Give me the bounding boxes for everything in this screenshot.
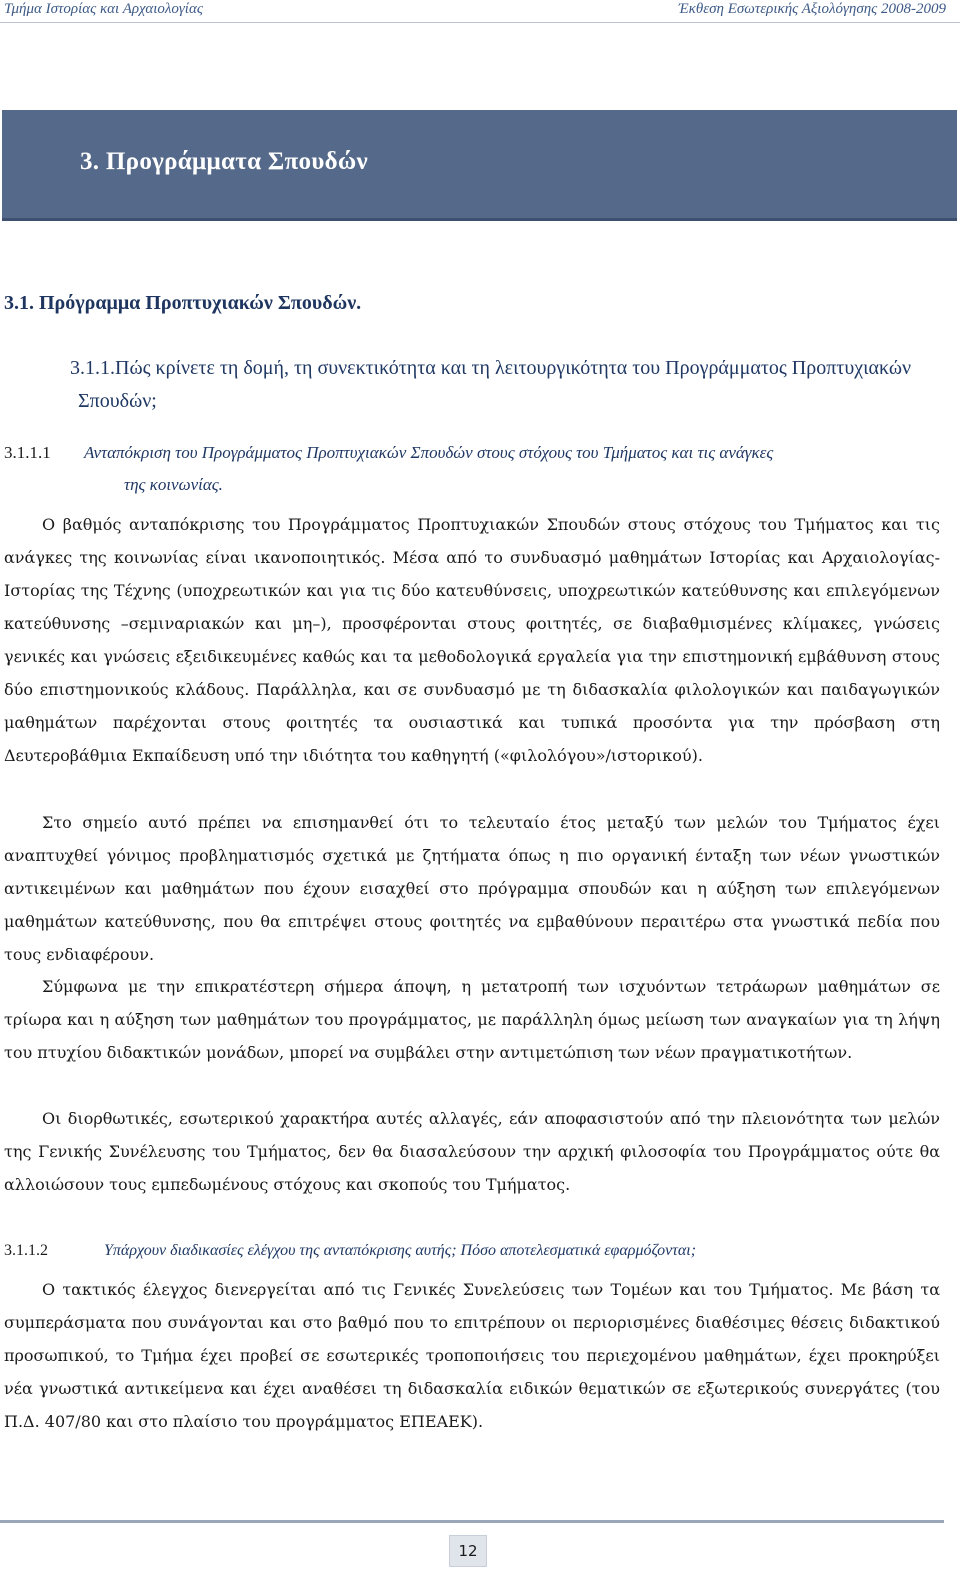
paragraph: Ο τακτικός έλεγχος διενεργείται από τις Γενικές Συνελεύσεις των Τομέων και του Τμήματος. Με βάση τα συμπεράσματα που συνάγονται και στο βαθμό που το επιτρέπουν οι περιορισμένες διαθέσιμες θέσεις διδακτικού προσωπικού, το Τμήμα έχει προβεί σε εσωτερικές τροποποιήσεις του περιεχομένου μαθημάτων, έχει προκηρύξει νέα γνωστικά αντικείμενα και έχει αναθέσει τη διδασκαλία ειδικών θεματικών σε εξωτερικούς συνεργάτες (του Π.Δ. 407/80 και στο πλαίσιο του προγράμματος ΕΠΕΑΕΚ). [4, 1280, 940, 1431]
paragraph: Ο βαθμός ανταπόκρισης του Προγράμματος Προπτυχιακών Σπουδών στους στόχους του Τμήματος και τις ανάγκες της κοινωνίας είναι ικανοποιητικός. Μέσα από το συνδυασμό μαθημάτων Ιστορίας και Αρχαιολογίας-Ιστορίας της Τέχνης (υποχρεωτικών και για τις δύο κατευθύνσεις, υποχρεωτικών κατεύθυνσης και επιλεγόμενων κατεύθυνσης –σεμιναριακών και μη–), προσφέρονται στους φοιτητές, σε διαβαθμισμένες κλίμακες, γνώσεις γενικές και γνώσεις εξειδικευμένες καθώς και τα μεθοδολογικά εργαλεία για την επιστημονική εμβάθυνση στους δύο επιστημονικούς κλάδους. Παράλληλα, και σε συνδυασμό με τη διδασκαλία φιλολογικών και παιδαγωγικών μαθημάτων παρέχονται στους φοιτητές τα ουσιαστικά και τυπικά προσόντα για την πρόσβαση στη Δευτεροβάθμια Εκπαίδευση υπό την ιδιότητα του καθηγητή («φιλολόγου»/ιστορικού). [4, 515, 940, 765]
paragraph: Οι διορθωτικές, εσωτερικού χαρακτήρα αυτές αλλαγές, εάν αποφασιστούν από την πλειονότητα των μελών της Γενικής Συνέλευσης του Τμήματος, δεν θα διασαλεύσουν την αρχική φιλοσοφία του Προγράμματος ούτε θα αλλοιώσουν τους εμπεδωμένους στόχους και σκοπούς του Τμήματος. [4, 1109, 940, 1194]
subsection-heading [70, 352, 948, 418]
header-divider [0, 22, 960, 23]
item1-title-line1: Ανταπόκριση του Προγράμματος Προπτυχιακών Σπουδών στους στόχους του Τμήματος και τις ανάγκες [84, 443, 774, 462]
paragraph: Σύμφωνα με την επικρατέστερη σήμερα άποψη, η μετατροπή των ισχυόντων τετράωρων μαθημάτων σε τρίωρα και η αύξηση των μαθημάτων του προγράμματος, με παράλληλη όμως μείωση των αναγκαίων για τη λήψη του πτυχίου διδακτικών μονάδων, μπορεί να συμβάλει στην αντιμετώπιση των νέων πραγματικοτήτων. [4, 977, 940, 1062]
item2-heading [4, 1235, 954, 1267]
header-department: Τμήμα Ιστορίας και Αρχαιολογίας [4, 1, 203, 17]
header-report-title: Έκθεση Εσωτερικής Αξιολόγησης 2008-2009 [678, 1, 946, 17]
page-number: 12 [449, 1535, 487, 1567]
page-header [0, 0, 960, 22]
item1-title-line2: της κοινωνίας. [124, 475, 223, 494]
item1-number: 3.1.1.1 [4, 443, 51, 462]
item2-title: Υπάρχουν διαδικασίες ελέγχου της ανταπόκρισης αυτής; Πόσο αποτελεσματικά εφαρμόζονται; [104, 1242, 697, 1259]
subsection-number: 3.1.1. [70, 357, 115, 379]
footer-divider [0, 1520, 944, 1523]
chapter-banner [2, 110, 957, 221]
paragraph: Στο σημείο αυτό πρέπει να επισημανθεί ότι το τελευταίο έτος μεταξύ των μελών του Τμήματος έχει αναπτυχθεί γόνιμος προβληματισμός σχετικά με ζητήματα όπως η πιο οργανική ένταξη των νέων γνωστικών αντικειμένων και μαθημάτων που έχουν εισαχθεί στο πρόγραμμα σπουδών και η αύξηση των επιλεγόμενων μαθημάτων κατεύθυνσης, που θα επιτρέψει στους φοιτητές να εμβαθύνουν περαιτέρω στα γνωστικά πεδία που τους ενδιαφέρουν. [4, 813, 940, 964]
section-heading: 3.1. Πρόγραμμα Προπτυχιακών Σπουδών. [4, 292, 362, 314]
subsection-title: Πώς κρίνετε τη δομή, τη συνεκτικότητα και τη λειτουργικότητα του Προγράμματος Προπτυχιακών Σπουδών; [78, 357, 912, 412]
item1-heading [4, 437, 954, 501]
item2-number: 3.1.1.2 [4, 1242, 48, 1259]
chapter-title: 3. Προγράμματα Σπουδών [80, 148, 368, 175]
